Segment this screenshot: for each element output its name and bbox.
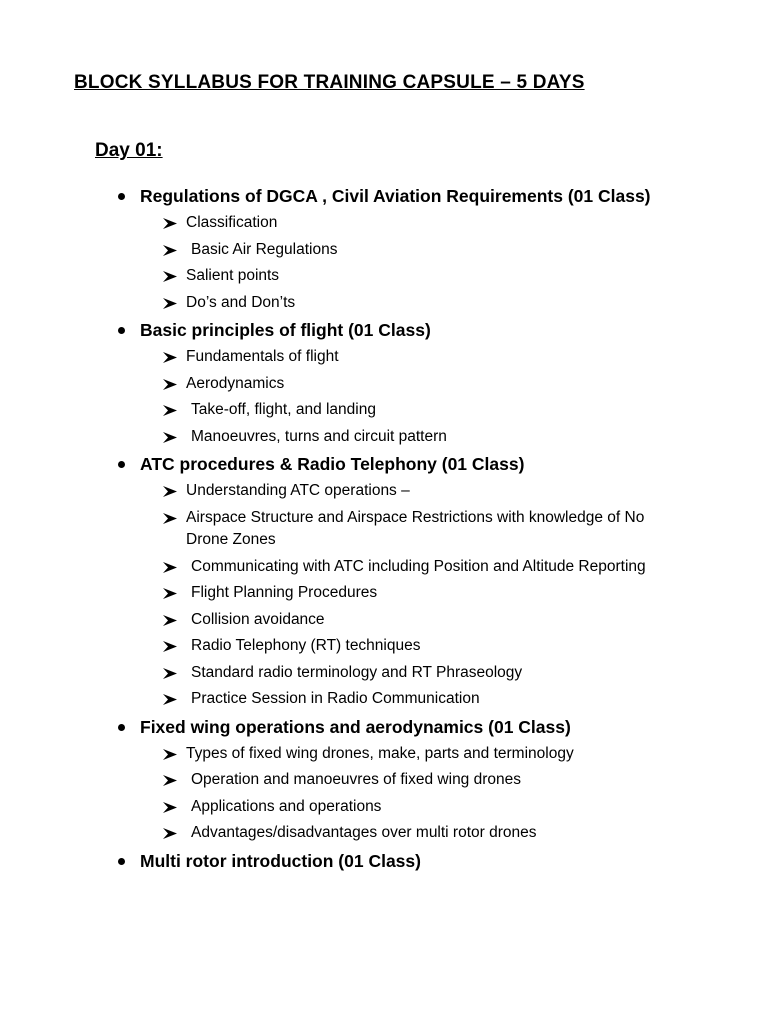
- list-item: Communicating with ATC including Position and Altitude Reporting: [186, 556, 686, 579]
- bullet-icon: [118, 327, 125, 334]
- list-item: Operation and manoeuvres of fixed wing drones: [186, 769, 686, 792]
- arrowhead-icon: [162, 378, 178, 391]
- section-title-text: Basic principles of flight (01 Class): [140, 320, 431, 340]
- arrowhead-icon: [162, 404, 178, 417]
- arrowhead-icon: [162, 827, 178, 840]
- arrowhead-icon: [162, 693, 178, 706]
- arrowhead-icon: [162, 587, 178, 600]
- arrowhead-icon: [162, 640, 178, 653]
- section-items: [0, 212, 768, 314]
- arrowhead-icon: [162, 512, 178, 525]
- arrowhead-icon: [162, 351, 178, 364]
- syllabus-sections: [0, 184, 768, 874]
- arrowhead-icon: [162, 244, 178, 257]
- section-items: [0, 480, 768, 711]
- section-title: [140, 849, 685, 874]
- list-item: Fundamentals of flight: [186, 346, 686, 369]
- syllabus-section: [0, 184, 768, 314]
- list-item: Understanding ATC operations –: [186, 480, 686, 503]
- section-title: [140, 715, 685, 740]
- syllabus-section: [0, 318, 768, 448]
- list-item: Radio Telephony (RT) techniques: [186, 635, 686, 658]
- list-item: Flight Planning Procedures: [186, 582, 686, 605]
- day-heading: Day 01:: [95, 140, 163, 161]
- syllabus-section: [0, 715, 768, 845]
- section-title: [140, 184, 685, 209]
- list-item: Basic Air Regulations: [186, 239, 686, 262]
- list-item: Advantages/disadvantages over multi rotor drones: [186, 822, 686, 845]
- list-item: Salient points: [186, 265, 686, 288]
- document-title: BLOCK SYLLABUS FOR TRAINING CAPSULE – 5 DAYS: [74, 72, 585, 93]
- arrowhead-icon: [162, 667, 178, 680]
- list-item: Aerodynamics: [186, 373, 686, 396]
- arrowhead-icon: [162, 297, 178, 310]
- list-item: Applications and operations: [186, 796, 686, 819]
- section-title: [140, 452, 685, 477]
- list-item: Take-off, flight, and landing: [186, 399, 686, 422]
- section-title: [140, 318, 685, 343]
- section-title-text: Fixed wing operations and aerodynamics (01 Class): [140, 716, 571, 737]
- bullet-icon: [118, 193, 125, 200]
- arrowhead-icon: [162, 614, 178, 627]
- section-items: [0, 346, 768, 448]
- section-title-text: Regulations of DGCA , Civil Aviation Requirements (01 Class): [140, 186, 651, 206]
- list-item: Practice Session in Radio Communication: [186, 688, 686, 711]
- arrowhead-icon: [162, 801, 178, 814]
- section-items: [0, 743, 768, 845]
- arrowhead-icon: [162, 485, 178, 498]
- bullet-icon: [118, 724, 125, 731]
- arrowhead-icon: [162, 748, 178, 761]
- bullet-icon: [118, 461, 125, 468]
- arrowhead-icon: [162, 270, 178, 283]
- list-item: Classification: [186, 212, 686, 235]
- list-item: Manoeuvres, turns and circuit pattern: [186, 426, 686, 449]
- arrowhead-icon: [162, 561, 178, 574]
- list-item: Do’s and Don’ts: [186, 292, 686, 315]
- syllabus-section: [0, 452, 768, 711]
- arrowhead-icon: [162, 217, 178, 230]
- syllabus-section: [0, 849, 768, 874]
- list-item: Types of fixed wing drones, make, parts and terminology: [186, 743, 686, 766]
- section-title-text: Multi rotor introduction (01 Class): [140, 850, 421, 871]
- arrowhead-icon: [162, 431, 178, 444]
- arrowhead-icon: [162, 774, 178, 787]
- bullet-icon: [118, 858, 125, 865]
- section-title-text: ATC procedures & Radio Telephony (01 Class): [140, 454, 525, 474]
- list-item: Collision avoidance: [186, 609, 686, 632]
- list-item: Airspace Structure and Airspace Restrictions with knowledge of No Drone Zones: [186, 507, 686, 552]
- list-item: Standard radio terminology and RT Phraseology: [186, 662, 686, 685]
